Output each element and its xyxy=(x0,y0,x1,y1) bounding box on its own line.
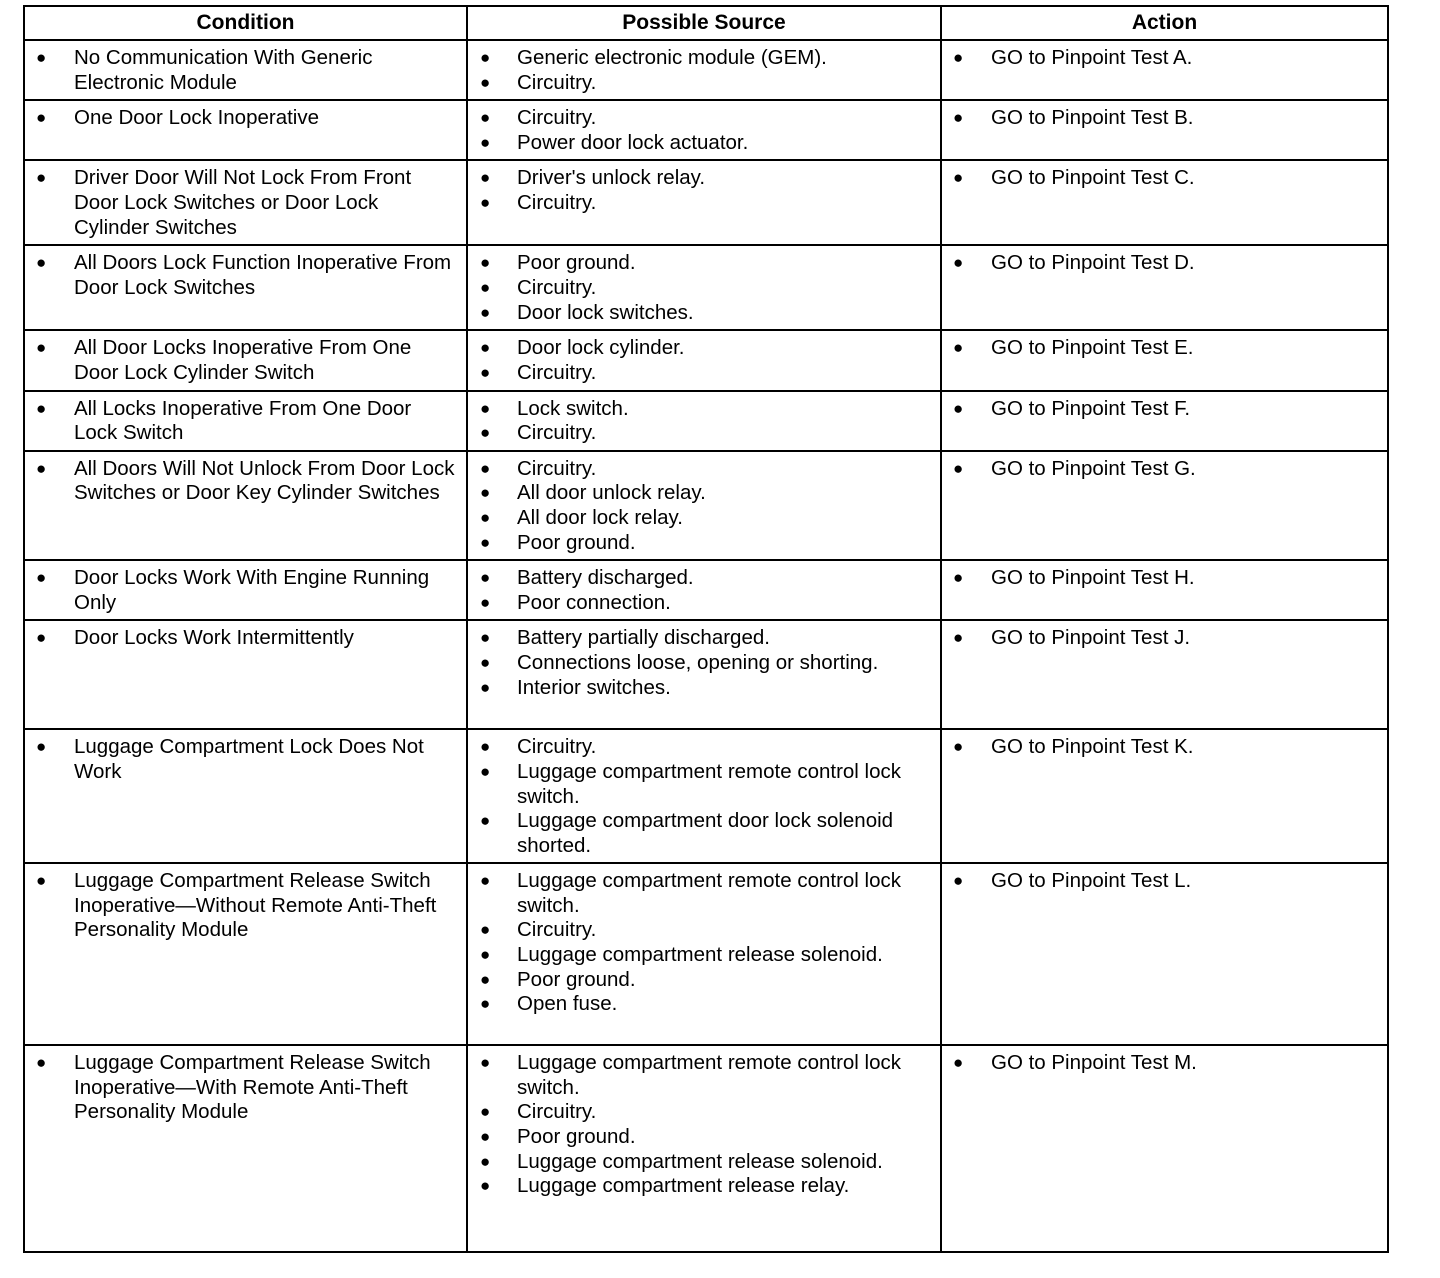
condition-cell-list xyxy=(25,621,466,655)
source-cell-list xyxy=(468,246,940,329)
condition-cell-list xyxy=(25,41,466,99)
table-row xyxy=(24,40,1388,100)
list-item: ● GO to Pinpoint Test C. xyxy=(942,166,1379,191)
condition-cell-list xyxy=(25,246,466,304)
condition-cell xyxy=(24,245,467,330)
list-item: ● Luggage compartment release relay. xyxy=(468,1174,932,1199)
list-item: ● GO to Pinpoint Test A. xyxy=(942,46,1379,71)
source-cell-list xyxy=(468,730,940,862)
list-item: ● Circuitry. xyxy=(468,1100,932,1125)
condition-cell-list xyxy=(25,730,466,788)
list-item: ● Poor ground. xyxy=(468,968,932,993)
action-cell xyxy=(941,245,1388,330)
list-item: ● Luggage Compartment Lock Does Not Work xyxy=(25,735,458,784)
list-item: ● One Door Lock Inoperative xyxy=(25,106,458,131)
source-cell-list xyxy=(468,452,940,559)
source-cell xyxy=(467,160,941,245)
action-cell-list xyxy=(942,730,1387,764)
list-item: ● All Doors Lock Function Inoperative From Door Lock Switches xyxy=(25,251,458,300)
list-item: ● Generic electronic module (GEM). xyxy=(468,46,932,71)
list-item: ● GO to Pinpoint Test B. xyxy=(942,106,1379,131)
list-item: ● Power door lock actuator. xyxy=(468,131,932,156)
list-item: ● All door unlock relay. xyxy=(468,481,932,506)
condition-cell-list xyxy=(25,864,466,947)
source-cell xyxy=(467,560,941,620)
source-cell-list xyxy=(468,621,940,704)
list-item: ● GO to Pinpoint Test G. xyxy=(942,457,1379,482)
list-item: ● Circuitry. xyxy=(468,457,932,482)
condition-cell xyxy=(24,560,467,620)
action-cell xyxy=(941,40,1388,100)
action-header: Action xyxy=(941,6,1388,40)
condition-header: Condition xyxy=(24,6,467,40)
list-item: ● GO to Pinpoint Test H. xyxy=(942,566,1379,591)
action-cell xyxy=(941,729,1388,863)
table-row xyxy=(24,1045,1388,1252)
list-item: ● Luggage compartment door lock solenoid shorted. xyxy=(468,809,932,858)
action-cell xyxy=(941,160,1388,245)
list-item: ● GO to Pinpoint Test D. xyxy=(942,251,1379,276)
source-cell xyxy=(467,330,941,390)
list-item: ● GO to Pinpoint Test F. xyxy=(942,397,1379,422)
source-cell-list xyxy=(468,392,940,450)
source-cell xyxy=(467,100,941,160)
source-cell xyxy=(467,863,941,1045)
table-row xyxy=(24,391,1388,451)
condition-cell-list xyxy=(25,1046,466,1129)
list-item: ● Door lock cylinder. xyxy=(468,336,932,361)
diagnosis-table xyxy=(23,5,1389,1253)
action-cell xyxy=(941,620,1388,729)
list-item: ● Circuitry. xyxy=(468,191,932,216)
source-cell-list xyxy=(468,1046,940,1203)
condition-cell-list xyxy=(25,561,466,619)
list-item: ● Luggage compartment release solenoid. xyxy=(468,943,932,968)
source-cell-list xyxy=(468,561,940,619)
list-item: ● Battery partially discharged. xyxy=(468,626,932,651)
condition-cell-list xyxy=(25,101,466,135)
possible-source-header: Possible Source xyxy=(467,6,941,40)
list-item: ● Circuitry. xyxy=(468,918,932,943)
source-cell xyxy=(467,245,941,330)
list-item: ● Luggage compartment remote control lock switch. xyxy=(468,869,932,918)
list-item: ● Luggage compartment remote control lock switch. xyxy=(468,760,932,809)
condition-cell xyxy=(24,620,467,729)
condition-cell xyxy=(24,451,467,560)
list-item: ● GO to Pinpoint Test L. xyxy=(942,869,1379,894)
action-cell-list xyxy=(942,561,1387,595)
list-item: ● Circuitry. xyxy=(468,361,932,386)
list-item: ● Circuitry. xyxy=(468,735,932,760)
condition-cell xyxy=(24,729,467,863)
list-item: ● Door Locks Work Intermittently xyxy=(25,626,458,651)
action-cell-list xyxy=(942,1046,1387,1080)
source-cell-list xyxy=(468,101,940,159)
table-row xyxy=(24,560,1388,620)
header-row xyxy=(24,6,1388,40)
list-item: ● Luggage compartment release solenoid. xyxy=(468,1150,932,1175)
condition-cell xyxy=(24,391,467,451)
source-cell xyxy=(467,1045,941,1252)
source-cell xyxy=(467,620,941,729)
condition-cell xyxy=(24,1045,467,1252)
list-item: ● Poor ground. xyxy=(468,251,932,276)
condition-cell-list xyxy=(25,452,466,510)
list-item: ● GO to Pinpoint Test E. xyxy=(942,336,1379,361)
source-cell-list xyxy=(468,161,940,219)
list-item: ● GO to Pinpoint Test M. xyxy=(942,1051,1379,1076)
condition-cell xyxy=(24,100,467,160)
table-row xyxy=(24,330,1388,390)
table-row xyxy=(24,620,1388,729)
list-item: ● Circuitry. xyxy=(468,106,932,131)
list-item: ● No Communication With Generic Electronic Module xyxy=(25,46,458,95)
table-row xyxy=(24,245,1388,330)
list-item: ● Lock switch. xyxy=(468,397,932,422)
condition-cell xyxy=(24,40,467,100)
condition-cell-list xyxy=(25,392,466,450)
source-cell xyxy=(467,451,941,560)
list-item: ● Door Locks Work With Engine Running Only xyxy=(25,566,458,615)
condition-cell-list xyxy=(25,161,466,244)
action-cell-list xyxy=(942,161,1387,195)
table-row xyxy=(24,100,1388,160)
action-cell-list xyxy=(942,392,1387,426)
action-cell-list xyxy=(942,101,1387,135)
condition-cell xyxy=(24,160,467,245)
list-item: ● All Doors Will Not Unlock From Door Lock Switches or Door Key Cylinder Switches xyxy=(25,457,458,506)
condition-cell-list xyxy=(25,331,466,389)
list-item: ● Connections loose, opening or shorting. xyxy=(468,651,932,676)
action-cell xyxy=(941,1045,1388,1252)
list-item: ● All Locks Inoperative From One Door Lock Switch xyxy=(25,397,458,446)
action-cell xyxy=(941,863,1388,1045)
table-row xyxy=(24,160,1388,245)
list-item: ● Luggage Compartment Release Switch Inoperative—With Remote Anti-Theft Personality Module xyxy=(25,1051,458,1125)
list-item: ● Battery discharged. xyxy=(468,566,932,591)
list-item: ● Door lock switches. xyxy=(468,301,932,326)
action-cell-list xyxy=(942,41,1387,75)
action-cell xyxy=(941,100,1388,160)
condition-cell xyxy=(24,330,467,390)
action-cell xyxy=(941,560,1388,620)
list-item: ● All door lock relay. xyxy=(468,506,932,531)
list-item: ● Poor connection. xyxy=(468,591,932,616)
source-cell-list xyxy=(468,864,940,1021)
action-cell-list xyxy=(942,246,1387,280)
list-item: ● GO to Pinpoint Test K. xyxy=(942,735,1379,760)
list-item: ● Poor ground. xyxy=(468,1125,932,1150)
list-item: ● Interior switches. xyxy=(468,676,932,701)
action-cell xyxy=(941,330,1388,390)
table-row xyxy=(24,451,1388,560)
list-item: ● Circuitry. xyxy=(468,71,932,96)
list-item: ● Circuitry. xyxy=(468,421,932,446)
action-cell-list xyxy=(942,452,1387,486)
source-cell xyxy=(467,729,941,863)
list-item: ● Driver Door Will Not Lock From Front Door Lock Switches or Door Lock Cylinder Switches xyxy=(25,166,458,240)
list-item: ● Open fuse. xyxy=(468,992,932,1017)
table-row xyxy=(24,863,1388,1045)
condition-cell xyxy=(24,863,467,1045)
source-cell-list xyxy=(468,41,940,99)
action-cell-list xyxy=(942,331,1387,365)
action-cell-list xyxy=(942,621,1387,655)
list-item: ● All Door Locks Inoperative From One Door Lock Cylinder Switch xyxy=(25,336,458,385)
list-item: ● Circuitry. xyxy=(468,276,932,301)
action-cell xyxy=(941,451,1388,560)
table-row xyxy=(24,729,1388,863)
source-cell xyxy=(467,40,941,100)
list-item: ● Poor ground. xyxy=(468,531,932,556)
action-cell-list xyxy=(942,864,1387,898)
source-cell-list xyxy=(468,331,940,389)
list-item: ● Luggage compartment remote control lock switch. xyxy=(468,1051,932,1100)
list-item: ● Luggage Compartment Release Switch Inoperative—Without Remote Anti-Theft Personality Module xyxy=(25,869,458,943)
list-item: ● GO to Pinpoint Test J. xyxy=(942,626,1379,651)
action-cell xyxy=(941,391,1388,451)
list-item: ● Driver's unlock relay. xyxy=(468,166,932,191)
source-cell xyxy=(467,391,941,451)
